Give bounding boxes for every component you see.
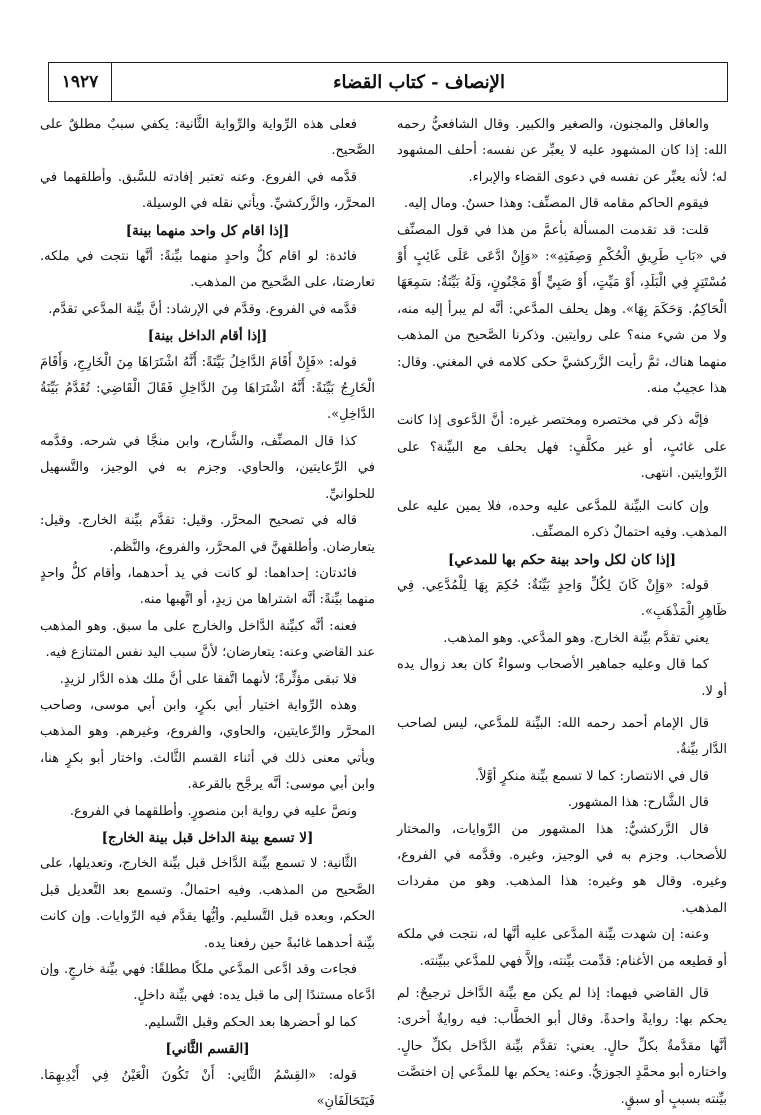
paragraph: فعنه: أنَّه كبيِّنة الدَّاخل والخارج على ما سبق. وهو المذهب عند القاضي وعنه: يتعارضان؛ لأنَّ سبب اليد نفس المتنازع فيه. <box>40 618 375 661</box>
paragraph: قوله: «فَإِنْ أَقَامَ الدَّاخِلُ بَيِّنَةً: أَنَّهُ اشْتَرَاهَا مِنَ الْخَارِجِ، وَأَقَامَ الْخَارِجُ بَيِّنَةً: أَنَّهُ اشْتَرَاهَا مِنَ الدَّاخِلِ فَقَالَ الْقَاضِي: تُقَدَّمُ بَيِّنَةُ الدَّاخِلِ». <box>40 354 375 423</box>
section-heading: [لا تسمع بينة الداخل قبل بينة الخارج] <box>101 829 314 846</box>
paragraph: وعنه: إن شهدت بيِّنة المدَّعى عليه أنَّها له، نتجت في ملكه أو قطيعه من الأغنام: قدِّمت بيِّنته، وإلاَّ فهي للمدَّعي ببيِّنته. <box>397 927 727 969</box>
paragraph: فعلى هذه الرِّواية والرِّواية الثَّانية: يكفي سببٌ مطلقٌ على الصَّحيح. <box>40 117 375 159</box>
paragraph: يعني تقدَّم بيِّنة الخارج. وهو المدَّعي. وهو المذهب. <box>443 630 709 646</box>
left-column <box>40 112 375 1110</box>
paragraph: قدَّمه في الفروع. وقدَّم في الإرشاد: أنَّ بيِّنة المدَّعي تقدَّم. <box>48 301 357 317</box>
paragraph: قال الشَّارح: هذا المشهور. <box>567 795 709 811</box>
page-header <box>48 62 728 102</box>
section-heading: [إذا كان لكل واحد بينة حكم بها للمدعي] <box>448 551 676 568</box>
section-heading: [القسم الثَّاني] <box>165 1041 250 1058</box>
right-column <box>397 112 727 1107</box>
paragraph: فإنَّه ذكر في مختصره ومختصر غيره: أنَّ الدَّعوى إذا كانت على غائبٍ، أو غير مكلَّفٍ: فهل يحلف مع البيِّنة؟ على الرِّوايتين. انتهى. <box>397 413 727 482</box>
paragraph: قوله: «القِسْمُ الثَّانِي: أَنْ تَكُونَ الْعَيْنُ فِي أَيْدِيهِمَا. فَيَتَحَالَفَانِ» <box>40 1067 375 1110</box>
paragraph: قدَّمه في الفروع. وعنه تعتبر إفادته للسَّبق. وأطلقهما في المحرَّر، والزَّركشيِّ. ويأتي نقله في الوسيلة. <box>40 169 375 212</box>
paragraph: قاله في تصحيح المحرَّر. وقيل: تقدَّم بيِّنة الخارج. وقيل: يتعارضان. وأطلقهنَّ في المحرَّر، والفروع، والنَّظم. <box>40 513 375 555</box>
paragraph: كذا قال المصنِّف، والشَّارح، وابن منجَّا في شرحه. وقدَّمه في الرِّعايتين، والحاوي. وجزم به في الوجيز، والتَّسهيل للحلوانيِّ. <box>40 433 375 502</box>
paragraph: قوله: «وَإِنْ كَانَ لِكُلِّ وَاحِدٍ بَيِّنَةٌ: حُكِمَ بِهَا لِلْمُدَّعِي. فِي ظَاهِرِ الْمَذْهَبِ». <box>397 577 727 620</box>
paragraph: وهذه الرِّواية اختيار أبي بكرٍ، وابن أبي موسى، وصاحب المحرَّر والرِّعايتين، والحاوي، والفروع، وغيرهم. وهو المذهب ويأتي معنى ذلك في أثناء القسم الثَّالث. واختار أبو بكرٍ هنا، وابن أبي موسى: أنَّه يرجَّح بالقرعة. <box>40 697 375 793</box>
paragraph: كما قال وعليه جماهير الأصحاب وسواءٌ كان بعد زوال يده أو لا. <box>397 657 727 699</box>
paragraph: قال في الانتصار: كما لا تسمع بيِّنة منكرٍ أوَّلاً. <box>474 768 709 784</box>
paragraph: فيقوم الحاكم مقامه قال المصنِّف: وهذا حسنٌ. ومال إليه. <box>404 196 709 212</box>
paragraph: قال الزَّركشيُّ: هذا المشهور من الرِّوايات، والمختار للأصحاب. وجزم به في الوجيز، وغيره. وقدَّمه في الفروع، وغيره. وقال هو وغيره: هذا المذهب. وهو من مفردات المذهب. <box>397 821 727 916</box>
section-heading: [إذا اقام كل واحد منهما بينة] <box>125 222 290 239</box>
paragraph: قال الإمام أحمد رحمه الله: البيِّنة للمدَّعي، ليس لصاحب الدَّار بيِّنةٌ. <box>397 715 727 758</box>
paragraph: فجاءت وقد ادَّعى المدَّعي ملكًا مطلقًا: فهي بيِّنة خارجٍ. وإن ادَّعاه مستندًا إلى ما قبل يده: فهي بيِّنة داخلٍ. <box>40 962 375 1004</box>
paragraph: كما لو أحضرها بعد الحكم وقبل التَّسليم. <box>144 1014 357 1030</box>
paragraph: والعاقل والمجنون، والصغير والكبير. وقال الشافعيُّ رحمه الله: إذا كان المشهود عليه لا يعبِّر عن نفسه: أحلف المشهود له؛ لأنه يعبِّر عن نفسه في دعوى القضاء والإبراء. <box>397 117 727 185</box>
paragraph: فلا تبقى مؤثِّرةً؛ لأنهما اتَّفقا على أنَّ ملك هذه الدَّار لزيدٍ. <box>59 671 357 687</box>
paragraph: قلت: قد تقدمت المسألة بأعمَّ من هذا في قول المصنِّف في «بَابِ طَرِيقِ الْحُكْمِ وَصِفَتِهِ»: «وَإِنْ ادَّعَى عَلَى غَائِبٍ أَوْ مُسْتَتِرٍ فِي الْبَلَدِ، أَوْ مَيِّتٍ، أَوْ صَبِيٍّ أَوْ مَجْنُونٍ، وَلَهُ بَيِّنَةٌ: سَمِعَهَا الْحَاكِمُ. وَحَكَمَ بِهَا». وهل يحلف المدَّعي: أنَّه لم يبرأ إليه منه، ولا من شيء منه؟ على روايتين. وذكرنا الصَّحيح من المذهب منهما هناك، ثمَّ رأيت الزَّركشيَّ حكى كلامه في المغني. وقال: هذا عجيبٌ منه. <box>397 222 727 397</box>
paragraph: فائدتان: إحداهما: لو كانت في يد أحدهما، وأقام كلُّ واحدٍ منهما بيِّنةً: أنَّه اشتراها من زيدٍ، أو اتَّهبها منه. <box>40 565 375 608</box>
paragraph: الثَّانية: لا تسمع بيِّنة الدَّاخل قبل بيِّنة الخارج، وتعديلها، على الصَّحيح من المذهب. وفيه احتمالٌ. وتسمع بعد التَّعديل قبل الحكم، وبعده قبل التَّسليم. وأيُّها يقدَّم فيه الرِّوايات. وإن كانت بيِّنة أحدهما غائبةً حين رفعنا يده. <box>40 856 375 951</box>
page-number: ١٩٢٧ <box>49 63 112 101</box>
paragraph: ونصَّ عليه في رواية ابن منصورٍ. وأطلقهما في الفروع. <box>69 803 357 819</box>
section-heading: [إذا أقام الداخل بينة] <box>147 328 268 345</box>
running-title: الإنصاف - كتاب القضاء <box>333 71 505 93</box>
paragraph: قال القاضي فيهما: إذا لم يكن مع بيِّنة الدَّاخل ترجيحٌ: لم يحكم بها: روايةً واحدةً. وقال أبو الخطَّاب: فيه روايةٌ أخرى: أنَّها مقدَّمةٌ بكلِّ حالٍ. يعني: تقدَّم بيِّنة الدَّاخل بكلِّ حالٍ. واختاره أبو محمَّدٍ الجوزيُّ. وعنه: يحكم بها للمدَّعي إن اختصَّت بيِّنته بسببٍ أو سبقٍ. <box>397 986 727 1107</box>
paragraph: فائدة: لو اقام كلُّ واحدٍ منهما بيِّنةً: أنَّها نتجت في ملكه. تعارضتا، على الصَّحيح من المذهب. <box>40 249 375 291</box>
paragraph: وإن كانت البيِّنة للمدَّعى عليه وحده، فلا يمين عليه على المذهب. وفيه احتمالٌ ذكره المصنِّف. <box>397 498 727 541</box>
